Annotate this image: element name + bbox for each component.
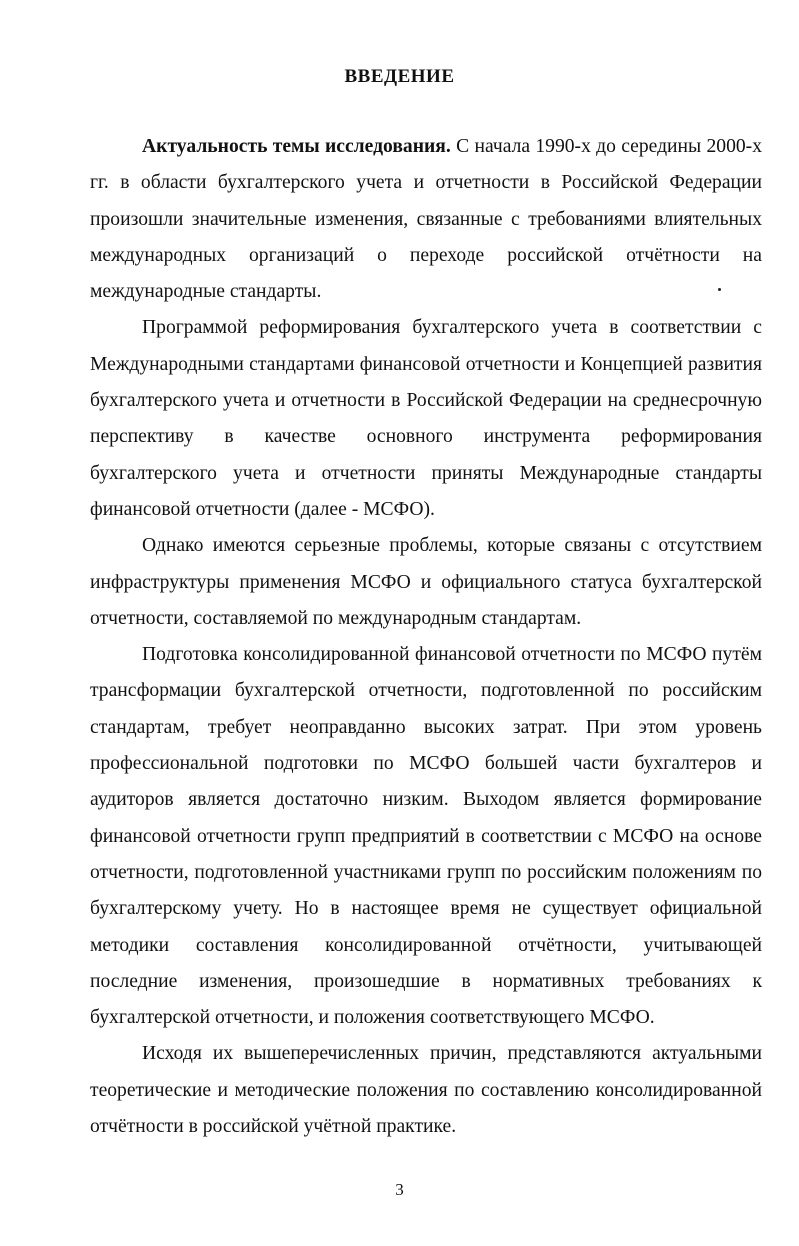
paragraph-consolidated-reporting: Подготовка консолидированной финансовой отчетности по МСФО путём трансформации бухгалтерской отчетности, подготовленной по российским стандартам, требует неоправданно высоких затрат. При этом уровень профессиональной подготовки по МСФО большей части бухгалтеров и аудиторов является достаточно низким. Выходом является формирование финансовой отчетности групп предприятий в соответствии с МСФО на основе отчетности, подготовленной участниками групп по российским положениям по бухгалтерскому учету. Но в настоящее время не существует официальной методики составления консолидированной отчётности, учитывающей последние изменения, произошедшие в нормативных требованиях к бухгалтерской отчетности, и положения соответствующего МСФО. [90,644,762,1029]
section-lead-label: Актуальность темы исследования. [142,136,451,157]
paragraph-reform-program: Программой реформирования бухгалтерского учета в соответствии с Международными стандартами финансовой отчетности и Концепцией развития бухгалтерского учета и отчетности в Российской Федерации на среднесрочную перспективу в качестве основного инструмента реформирования бухгалтерского учета и отчетности приняты Международные стандарты финансовой отчетности (далее - МСФО). [90,317,762,520]
paragraph-conclusion: Исходя их вышеперечисленных причин, представляются актуальными теоретические и методические положения по составлению консолидированной отчётности в российской учётной практике. [90,1043,762,1138]
page-number: 3 [395,1180,404,1199]
paragraph-problems: Однако имеются серьезные проблемы, которые связаны с отсутствием инфраструктуры применения МСФО и официального статуса бухгалтерской отчетности, составляемой по международным стандартам. [90,535,762,629]
paragraph-relevance [90,129,762,310]
document-body [90,129,762,1145]
scan-speck [718,288,721,291]
paragraph-text: С начала 1990-х до середины 2000-х гг. в области бухгалтерского учета и отчетности в Российской Федерации произошли значительные изменения, связанные с требованиями влиятельных международных организаций о переходе российской отчётности на международные стандарты. [90,136,762,303]
page-title: ВВЕДЕНИЕ [344,66,455,87]
